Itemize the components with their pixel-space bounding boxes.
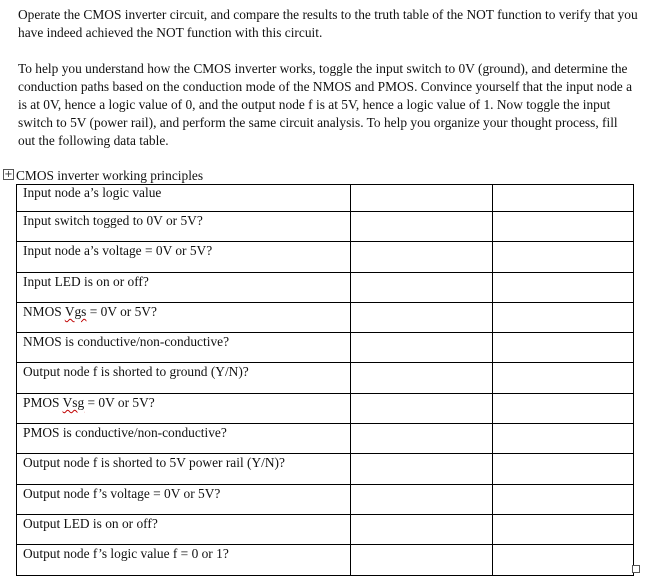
table-row — [17, 212, 634, 242]
answer-cell-1[interactable] — [351, 393, 493, 423]
table-move-handle-icon[interactable]: + — [4, 169, 13, 180]
intro-paragraph-1: Operate the CMOS inverter circuit, and compare the results to the truth table of the NOT function to verify that you have indeed achieved the NOT function with this circuit. — [18, 7, 638, 40]
table-row — [17, 393, 634, 423]
row-label-text: Input node a’s logic value — [23, 185, 162, 200]
answer-cell-2[interactable] — [492, 363, 634, 393]
row-label-cell — [17, 514, 351, 544]
answer-cell-1[interactable] — [351, 333, 493, 363]
row-label-text: PMOS — [23, 394, 63, 410]
answer-cell-2[interactable] — [492, 212, 634, 242]
row-label-text-suffix: = 0V or 5V? — [84, 394, 155, 410]
answer-cell-2[interactable] — [492, 272, 634, 302]
row-label-cell — [17, 272, 351, 302]
row-label-text: NMOS is conductive/non-conductive? — [23, 334, 230, 350]
answer-cell-2[interactable] — [492, 242, 634, 272]
answer-cell-1[interactable] — [351, 424, 493, 454]
answer-cell-1[interactable] — [351, 545, 493, 575]
row-label-text: Input node a’s voltage = 0V or 5V? — [23, 243, 213, 259]
row-label-text: Input switch togged to 0V or 5V? — [23, 213, 203, 228]
answer-cell-2[interactable] — [492, 185, 634, 212]
answer-cell-1[interactable] — [351, 454, 493, 484]
row-label-cell — [17, 363, 351, 393]
row-label-text: Output node f is shorted to ground (Y/N)? — [23, 364, 249, 380]
row-label-cell — [17, 242, 351, 272]
row-label-cell — [17, 484, 351, 514]
table-row — [17, 514, 634, 544]
table-row — [17, 333, 634, 363]
table-row — [17, 272, 634, 302]
answer-cell-1[interactable] — [351, 302, 493, 332]
spellcheck-flagged-word: Vgs — [64, 303, 87, 319]
row-label-cell — [17, 333, 351, 363]
answer-cell-2[interactable] — [492, 454, 634, 484]
table-row — [17, 185, 634, 212]
table-resize-handle-icon[interactable] — [632, 565, 640, 573]
row-label-cell — [17, 454, 351, 484]
table-row — [17, 363, 634, 393]
row-label-text: NMOS — [23, 303, 65, 319]
answer-cell-2[interactable] — [492, 393, 634, 423]
spellcheck-flagged-word: Vsg — [62, 394, 85, 410]
answer-cell-1[interactable] — [351, 272, 493, 302]
answer-cell-1[interactable] — [351, 363, 493, 393]
answer-cell-2[interactable] — [492, 514, 634, 544]
row-label-text-suffix: = 0V or 5V? — [86, 303, 157, 319]
row-label-text: Output node f is shorted to 5V power rail (Y/N)? — [23, 455, 285, 471]
answer-cell-1[interactable] — [351, 185, 493, 212]
row-label-cell — [17, 393, 351, 423]
answer-cell-1[interactable] — [351, 514, 493, 544]
table-row — [17, 302, 634, 332]
intro-paragraph-2: To help you understand how the CMOS inverter works, toggle the input switch to 0V (ground), and determine the conduction paths based on the conduction mode of the NMOS and PMOS. Convince yourself that the input node a is at 0V, hence a logic value of 0, and the output node f is at 5V, hence a logic value of 1. Now toggle the input switch to 5V (power rail), and perform the same circuit analysis. To help you organize your thought process, fill out the following data table. — [18, 61, 633, 148]
answer-cell-2[interactable] — [492, 302, 634, 332]
answer-cell-2[interactable] — [492, 484, 634, 514]
row-label-cell — [17, 212, 351, 242]
row-label-cell — [17, 302, 351, 332]
table-row — [17, 242, 634, 272]
table-title: CMOS inverter working principles — [16, 168, 204, 183]
table-row — [17, 545, 634, 575]
table-row — [17, 484, 634, 514]
answer-cell-1[interactable] — [351, 242, 493, 272]
row-label-cell — [17, 545, 351, 575]
data-table — [16, 184, 634, 576]
row-label-text: Output LED is on or off? — [23, 515, 158, 531]
row-label-cell — [17, 424, 351, 454]
row-label-text: Input LED is on or off? — [23, 273, 149, 289]
row-label-text: Output node f’s logic value f = 0 or 1? — [23, 546, 229, 562]
table-row — [17, 424, 634, 454]
row-label-text: Output node f’s voltage = 0V or 5V? — [23, 485, 221, 501]
row-label-cell — [17, 185, 351, 212]
answer-cell-2[interactable] — [492, 424, 634, 454]
table-row — [17, 454, 634, 484]
answer-cell-1[interactable] — [351, 212, 493, 242]
answer-cell-2[interactable] — [492, 333, 634, 363]
answer-cell-2[interactable] — [492, 545, 634, 575]
answer-cell-1[interactable] — [351, 484, 493, 514]
row-label-text: PMOS is conductive/non-conductive? — [23, 425, 227, 441]
